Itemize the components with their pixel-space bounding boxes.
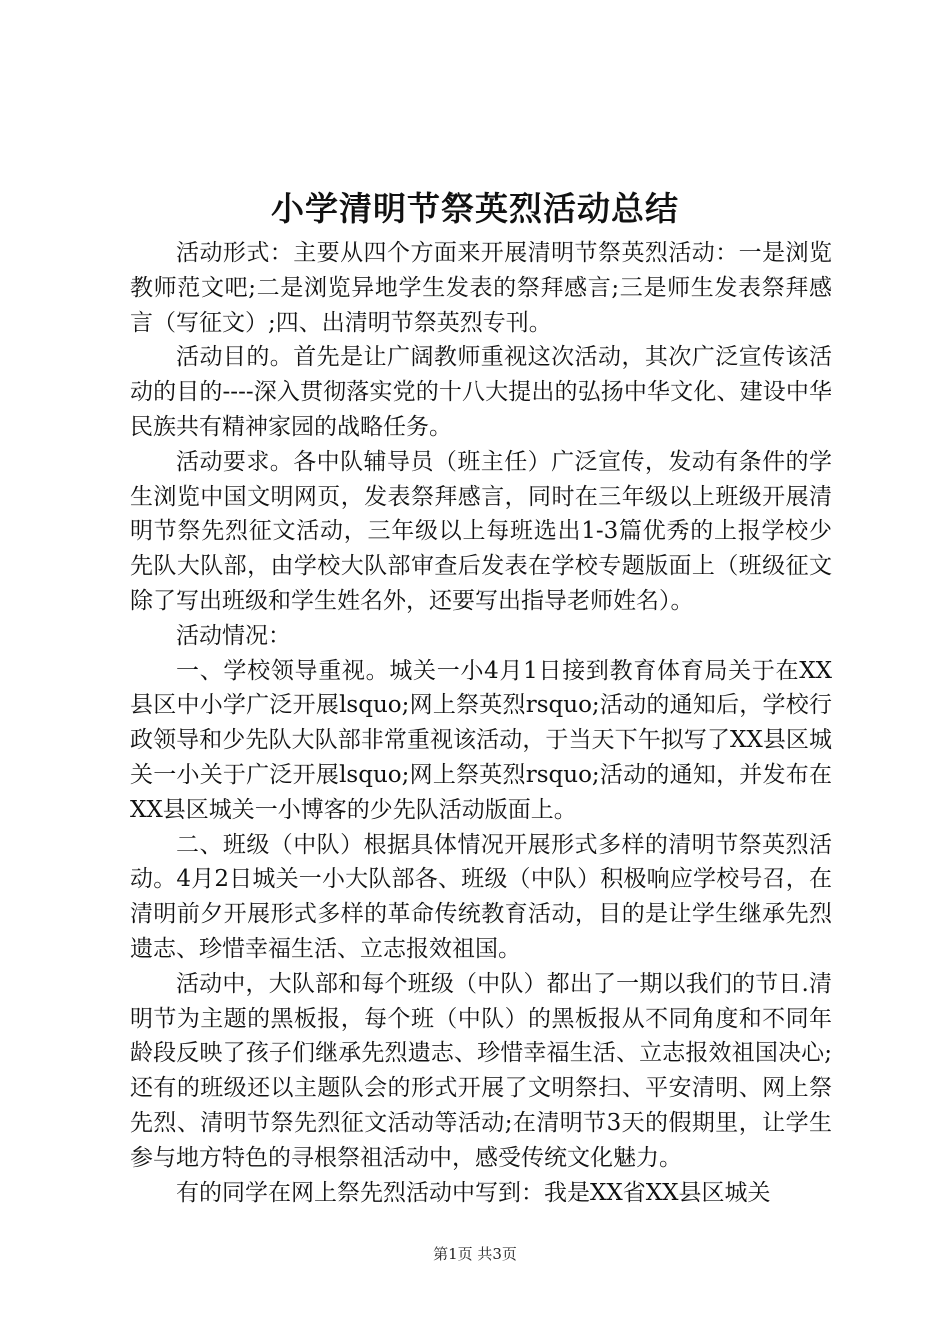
paragraph-leadership: 一、学校领导重视。城关一小4月1日接到教育体育局关于在XX县区中小学广泛开展lsquo;网上祭英烈rsquo;活动的通知后，学校行政领导和少先队大队部非常重视该活动，于当天下午拟写了XX县区城关一小关于广泛开展lsquo;网上祭英烈rsquo;活动的通知，并发布在XX县区城关一小博客的少先队活动版面上。: [130, 657, 832, 823]
page-number-footer: 第1页 共3页: [433, 1245, 517, 1263]
paragraph-activity-requirements: 活动要求。各中队辅导员（班主任）广泛宣传，发动有条件的学生浏览中国文明网页，发表祭拜感言，同时在三年级以上班级开展清明节祭先烈征文活动，三年级以上每班选出1-3篇优秀的上报学校少先队大队部，由学校大队部审查后发表在学校专题版面上（班级征文除了写出班级和学生姓名外，还要写出指导老师姓名）。: [130, 448, 832, 614]
paragraph-blackboard: 活动中，大队部和每个班级（中队）都出了一期以我们的节日.清明节为主题的黑板报，每个班（中队）的黑板报从不同角度和不同年龄段反映了孩子们继承先烈遗志、珍惜幸福生活、立志报效祖国决心;还有的班级还以主题队会的形式开展了文明祭扫、平安清明、网上祭先烈、清明节祭先烈征文活动等活动;在清明节3天的假期里，让学生参与地方特色的寻根祭祖活动中，感受传统文化魅力。: [130, 970, 832, 1171]
document-body: [130, 236, 832, 1210]
paragraph-activity-purpose: 活动目的。首先是让广阔教师重视这次活动，其次广泛宣传该活动的目的----深入贯彻落实党的十八大提出的弘扬中华文化、建设中华民族共有精神家园的战略任务。: [130, 344, 832, 440]
document-title: 小学清明节祭英烈活动总结: [271, 189, 679, 228]
paragraph-activity-status-heading: 活动情况：: [176, 622, 291, 649]
paragraph-class-activities: 二、班级（中队）根据具体情况开展形式多样的清明节祭英烈活动。4月2日城关一小大队部各、班级（中队）积极响应学校号召，在清明前夕开展形式多样的革命传统教育活动，目的是让学生继承先烈遗志、珍惜幸福生活、立志报效祖国。: [130, 831, 832, 962]
paragraph-activity-form: 活动形式：主要从四个方面来开展清明节祭英烈活动：一是浏览教师范文吧;二是浏览异地学生发表的祭拜感言;三是师生发表祭拜感言（写征文）;四、出清明节祭英烈专刊。: [130, 240, 832, 336]
paragraph-student-writing: 有的同学在网上祭先烈活动中写到：我是XX省XX县区城关: [176, 1179, 771, 1206]
